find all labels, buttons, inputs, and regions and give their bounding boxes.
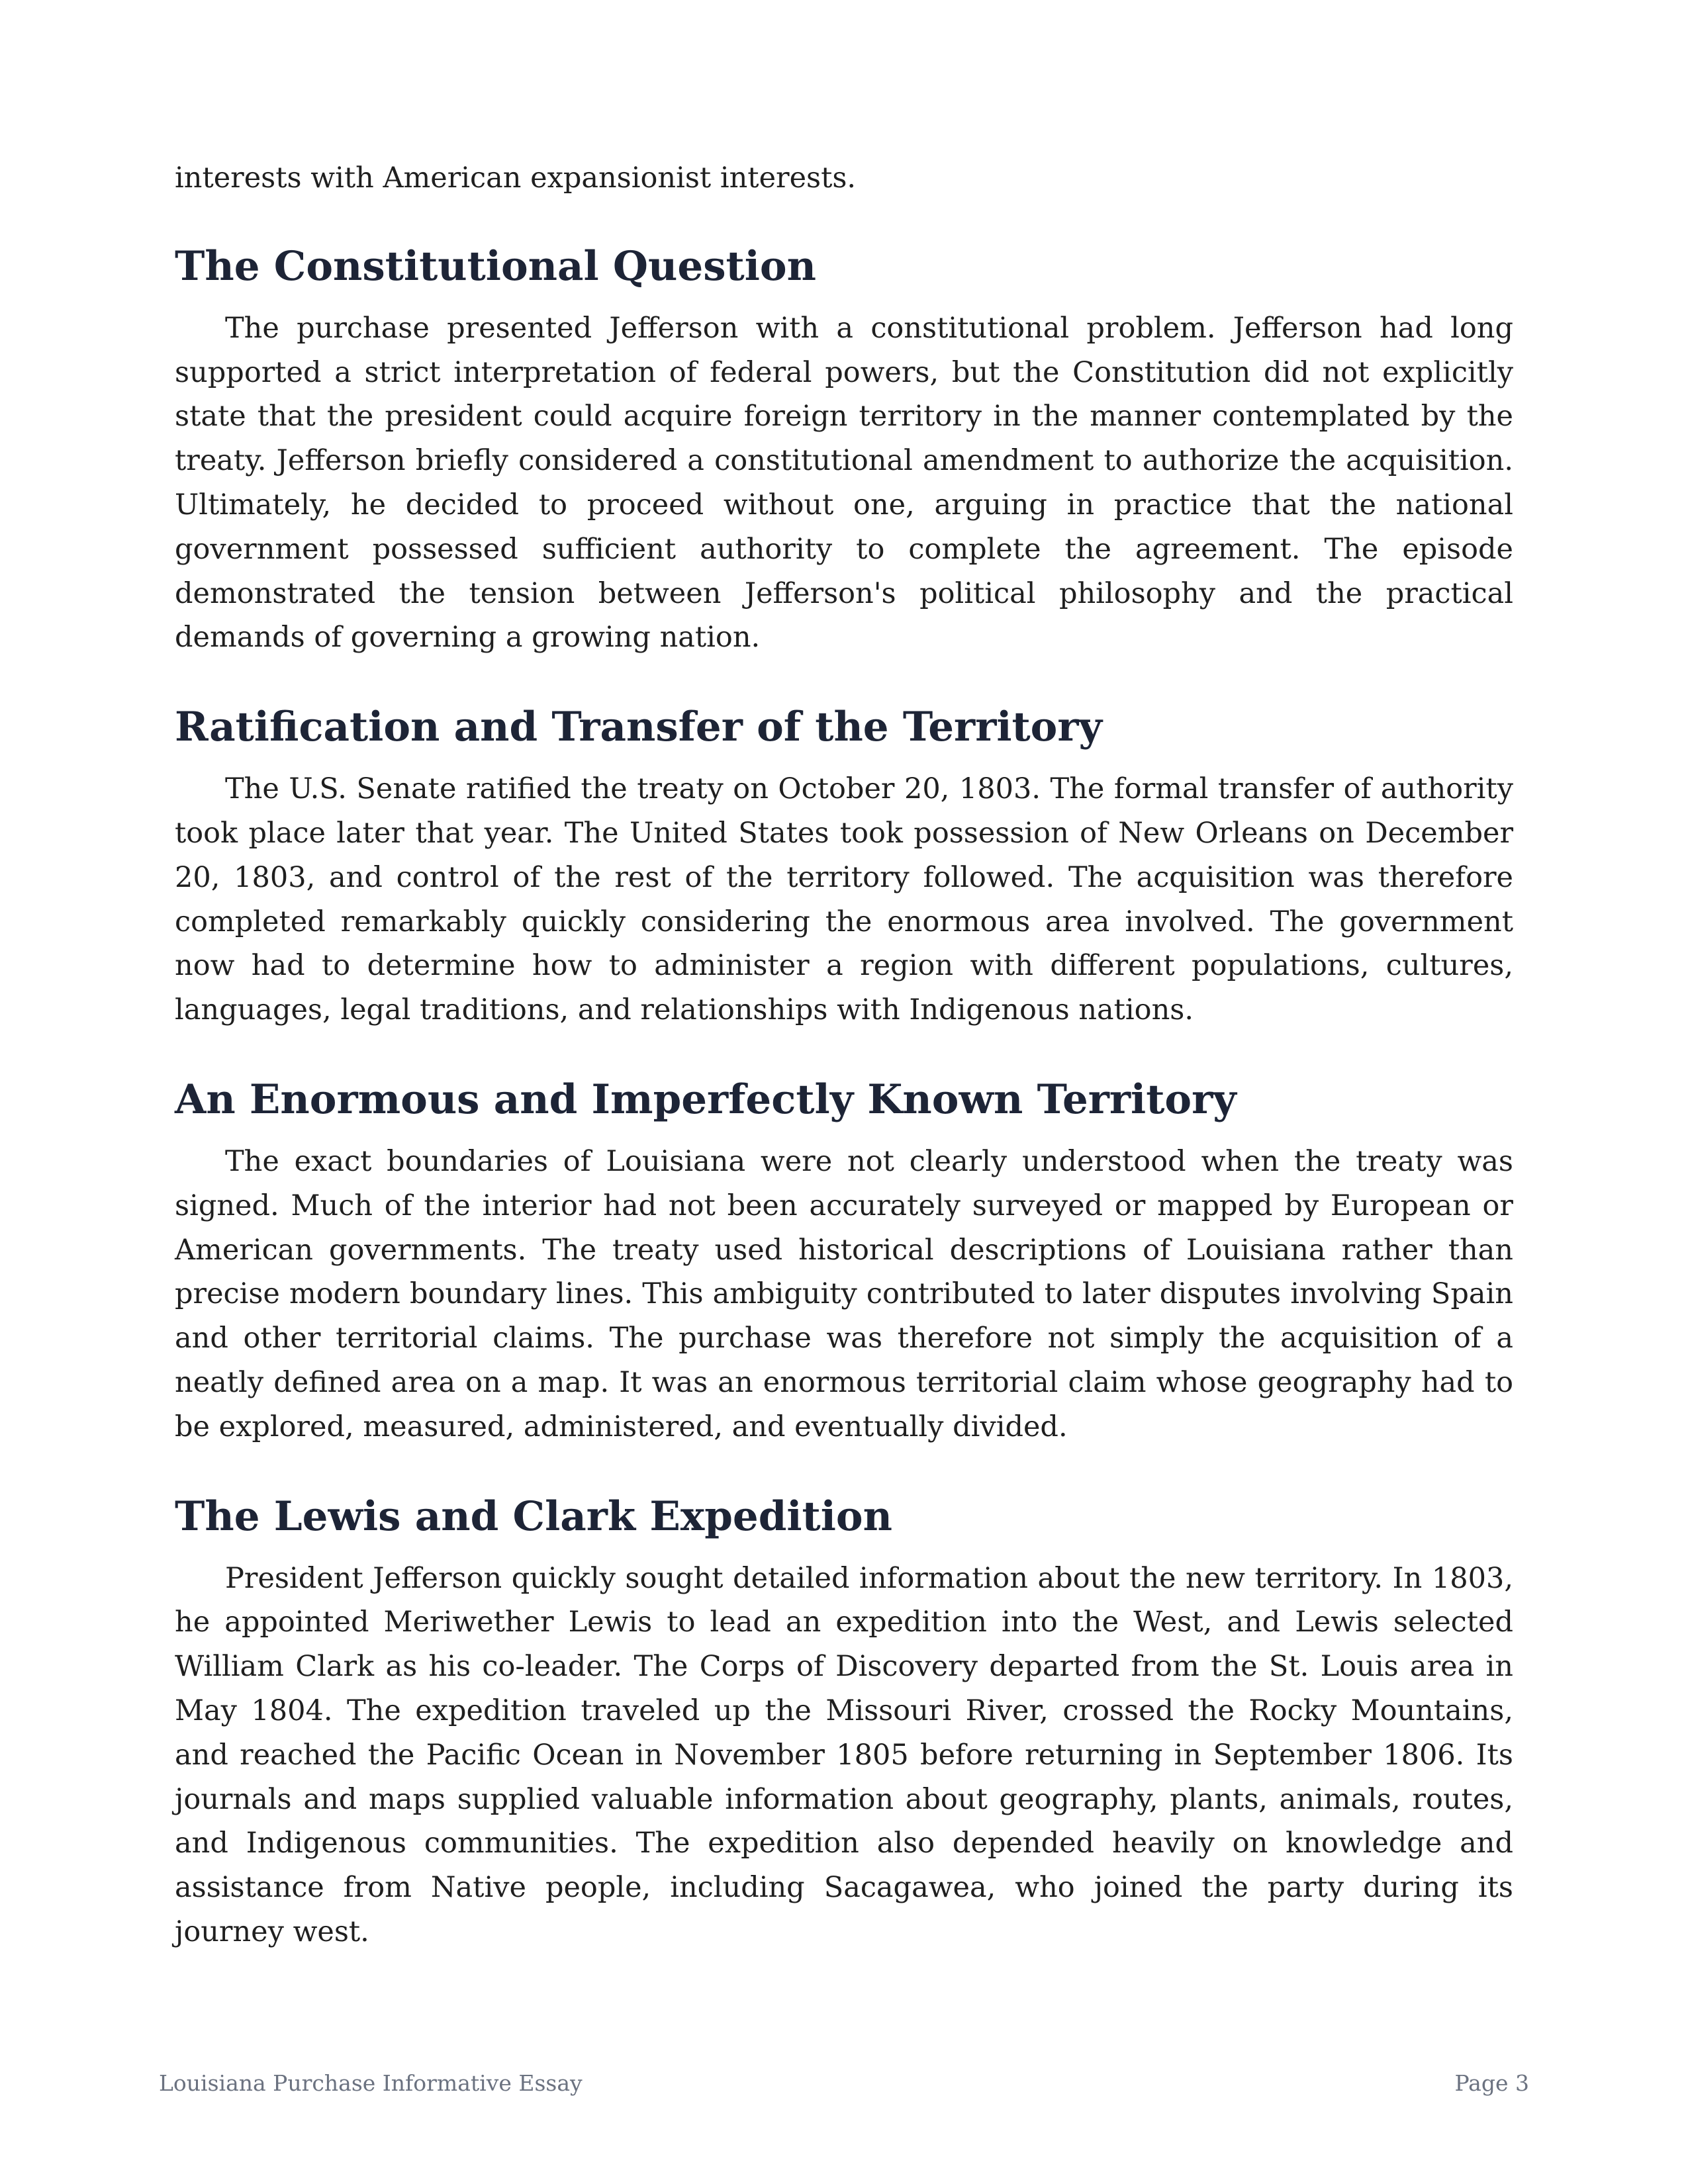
section-heading-ratification-transfer: Ratification and Transfer of the Territory bbox=[175, 704, 1102, 751]
page-content bbox=[175, 156, 1513, 1954]
section-paragraph-lewis-clark: President Jefferson quickly sought detailed information about the new territory. In 1803, he appointed Meriwether Lewis to lead an expedition into the West, and Lewis selected William Clark as his co-leader. The Corps of Discovery departed from the St. Louis area in May 1804. The expedition traveled up the Missouri River, crossed the Rocky Mountains, and reached the Pacific Ocean in November 1805 before returning in September 1806. Its journals and maps supplied valuable information about geography, plants, animals, routes, and Indigenous communities. The expedition also depended heavily on knowledge and assistance from Native people, including Sacagawea, who joined the party during its journey west. bbox=[175, 1561, 1513, 1948]
continuation-paragraph: interests with American expansionist interests. bbox=[175, 161, 857, 195]
footer-page-number: Page 3 bbox=[1454, 2070, 1529, 2096]
footer-document-title: Louisiana Purchase Informative Essay bbox=[159, 2070, 583, 2096]
section-paragraph-constitutional-question: The purchase presented Jefferson with a constitutional problem. Jefferson had long supported a strict interpretation of federal powers, but the Constitution did not explicitly state that the president could acquire foreign territory in the manner contemplated by the treaty. Jefferson briefly considered a constitutional amendment to authorize the acquisition. Ultimately, he decided to proceed without one, arguing in practice that the national government possessed sufficient authority to complete the agreement. The episode demonstrated the tension between Jefferson's political philosophy and the practical demands of governing a growing nation. bbox=[175, 311, 1513, 655]
section-heading-constitutional-question: The Constitutional Question bbox=[175, 242, 816, 290]
section-heading-lewis-clark: The Lewis and Clark Expedition bbox=[175, 1492, 892, 1540]
section-paragraph-ratification-transfer: The U.S. Senate ratified the treaty on October 20, 1803. The formal transfer of authority took place later that year. The United States took possession of New Orleans on December 20, 1803, and control of the rest of the territory followed. The acquisition was therefore completed remarkably quickly considering the enormous area involved. The government now had to determine how to administer a region with different populations, cultures, languages, legal traditions, and relationships with Indigenous nations. bbox=[175, 772, 1513, 1027]
section-paragraph-enormous-territory: The exact boundaries of Louisiana were not clearly understood when the treaty was signed. Much of the interior had not been accurately surveyed or mapped by European or American governments. The treaty used historical descriptions of Louisiana rather than precise modern boundary lines. This ambiguity contributed to later disputes involving Spain and other territorial claims. The purchase was therefore not simply the acquisition of a neatly defined area on a map. It was an enormous territorial claim whose geography had to be explored, measured, administered, and eventually divided. bbox=[175, 1144, 1513, 1443]
section-heading-enormous-territory: An Enormous and Imperfectly Known Territory bbox=[175, 1075, 1237, 1123]
